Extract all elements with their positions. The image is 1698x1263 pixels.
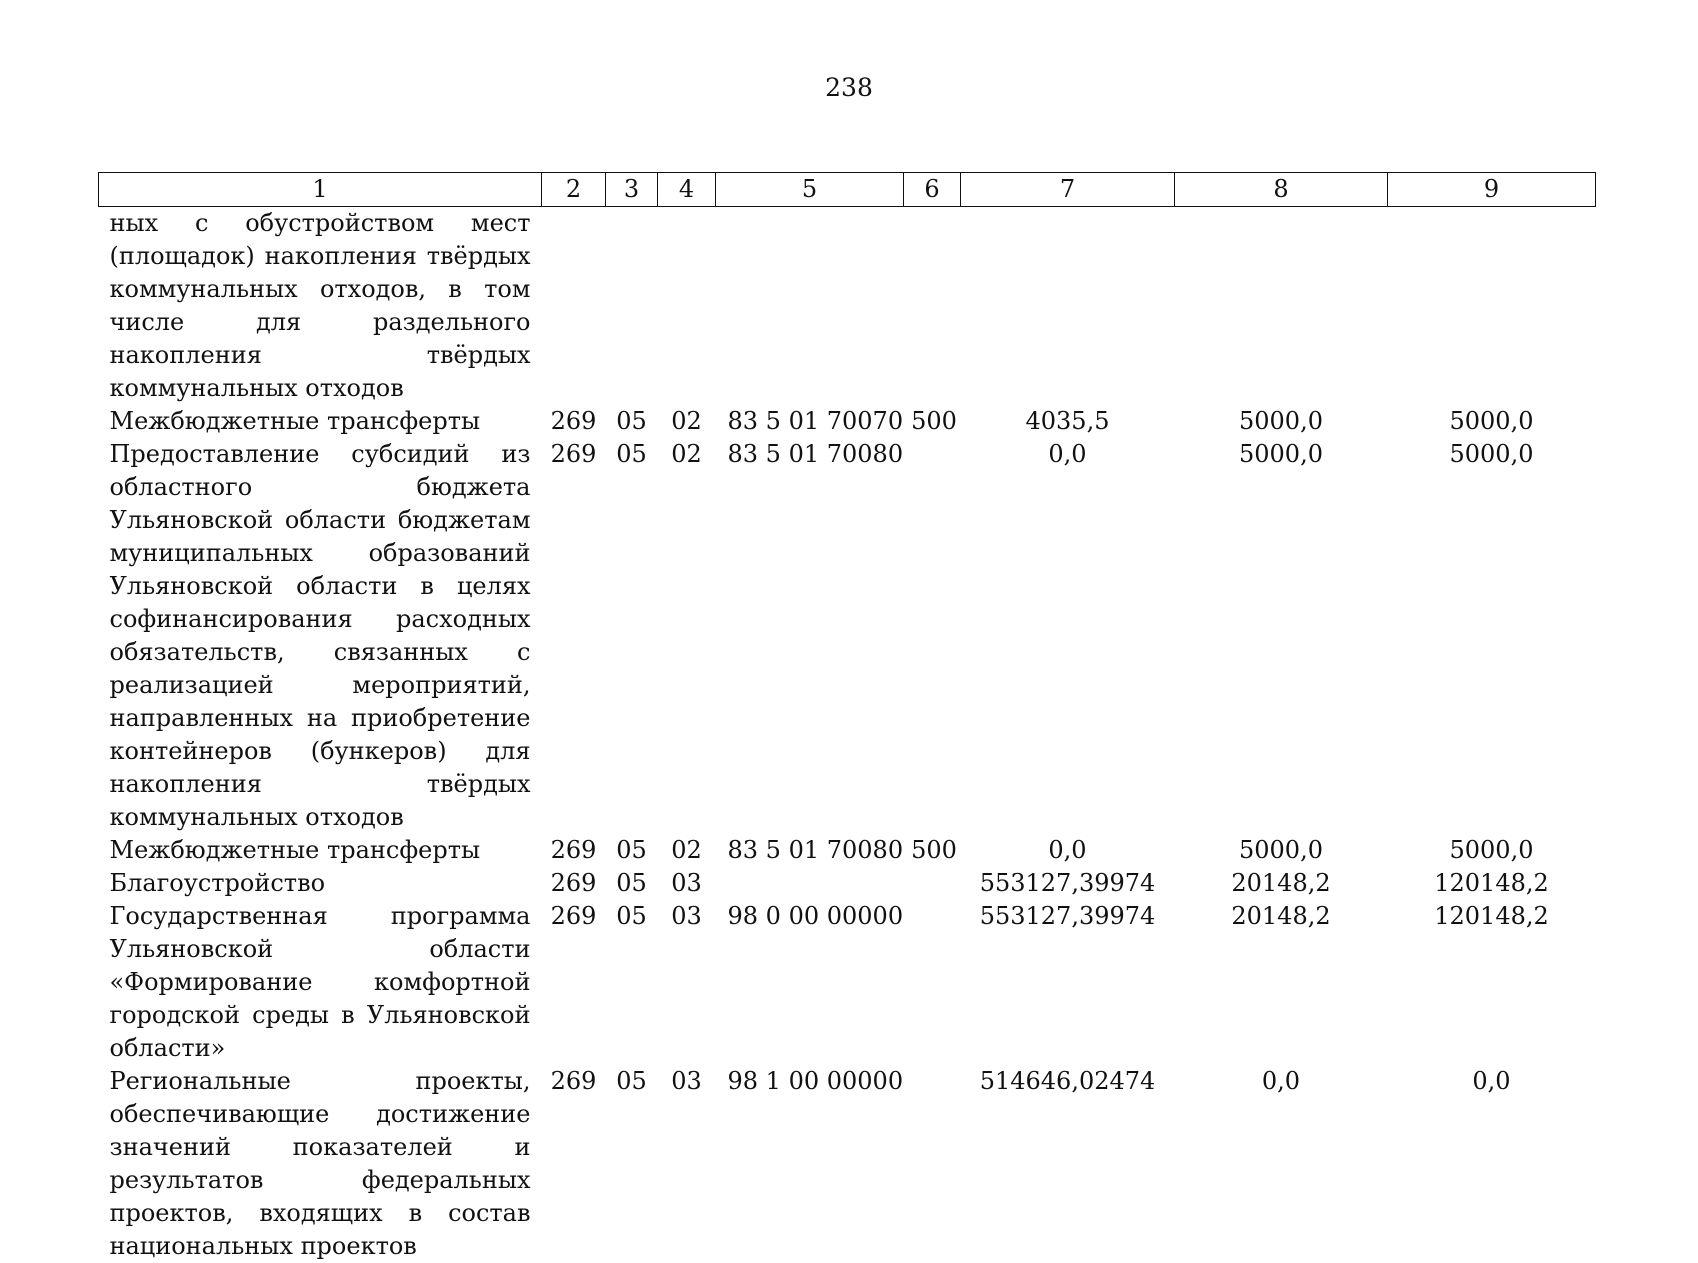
table-row [99, 867, 1596, 900]
row-subsection: 02 [658, 405, 716, 438]
row-section: 05 [606, 867, 658, 900]
row-grbs: 269 [542, 438, 606, 834]
row-grbs: 269 [542, 900, 606, 1065]
header-cell: 5 [716, 173, 904, 207]
row-subsection: 03 [658, 867, 716, 900]
row-section: 05 [606, 438, 658, 834]
row-value-8: 5000,0 [1175, 834, 1388, 867]
row-target-article: 83 5 01 70070 [716, 405, 904, 438]
row-name: Межбюджетные трансферты [99, 834, 542, 867]
row-name: Государственная программа Ульяновской области «Формирование комфортной городской среды в Ульяновской области» [99, 900, 542, 1065]
row-value-8: 5000,0 [1175, 438, 1388, 834]
row-value-8: 5000,0 [1175, 405, 1388, 438]
row-expense-type [904, 438, 961, 834]
row-target-article: 98 1 00 00000 [716, 1065, 904, 1263]
header-cell: 9 [1388, 173, 1596, 207]
table-header [99, 173, 1596, 207]
table-row [99, 834, 1596, 867]
row-value-9 [1388, 207, 1596, 406]
row-section [606, 207, 658, 406]
row-value-7: 0,0 [961, 438, 1175, 834]
budget-table [98, 172, 1596, 1263]
row-value-8: 20148,2 [1175, 867, 1388, 900]
row-expense-type [904, 207, 961, 406]
row-target-article: 98 0 00 00000 [716, 900, 904, 1065]
table-row [99, 207, 1596, 406]
table-row [99, 900, 1596, 1065]
row-value-8 [1175, 207, 1388, 406]
row-subsection: 03 [658, 1065, 716, 1263]
table-row [99, 405, 1596, 438]
header-row [99, 173, 1596, 207]
budget-table-wrapper [98, 172, 1596, 1263]
row-section: 05 [606, 834, 658, 867]
row-section: 05 [606, 1065, 658, 1263]
row-value-7: 0,0 [961, 834, 1175, 867]
row-expense-type [904, 867, 961, 900]
row-expense-type [904, 1065, 961, 1263]
row-name: Межбюджетные трансферты [99, 405, 542, 438]
row-value-7: 553127,39974 [961, 867, 1175, 900]
table-row [99, 438, 1596, 834]
header-cell: 7 [961, 173, 1175, 207]
row-name: Благоустройство [99, 867, 542, 900]
row-value-9: 120148,2 [1388, 900, 1596, 1065]
row-value-8: 20148,2 [1175, 900, 1388, 1065]
header-cell: 2 [542, 173, 606, 207]
row-target-article [716, 867, 904, 900]
row-target-article [716, 207, 904, 406]
row-value-9: 5000,0 [1388, 438, 1596, 834]
row-grbs [542, 207, 606, 406]
row-value-7 [961, 207, 1175, 406]
row-expense-type [904, 900, 961, 1065]
header-cell: 4 [658, 173, 716, 207]
row-value-9: 5000,0 [1388, 834, 1596, 867]
row-target-article: 83 5 01 70080 [716, 834, 904, 867]
row-name: Предоставление субсидий из областного бюджета Ульяновской области бюджетам муниципальных образований Ульяновской области в целях софинансирования расходных обязательств, связанных с реализацией мероприятий, направленных на приобретение контейнеров (бункеров) для накопления твёрдых коммунальных отходов [99, 438, 542, 834]
row-expense-type: 500 [904, 834, 961, 867]
row-name: ных с обустройством мест (площадок) накопления твёрдых коммунальных отходов, в том числе для раздельного накопления твёрдых коммунальных отходов [99, 207, 542, 406]
header-cell: 3 [606, 173, 658, 207]
row-subsection: 02 [658, 834, 716, 867]
row-value-7: 514646,02474 [961, 1065, 1175, 1263]
row-value-9: 0,0 [1388, 1065, 1596, 1263]
row-grbs: 269 [542, 834, 606, 867]
row-name: Региональные проекты, обеспечивающие достижение значений показателей и результатов федеральных проектов, входящих в состав национальных проектов [99, 1065, 542, 1263]
row-section: 05 [606, 405, 658, 438]
row-value-7: 4035,5 [961, 405, 1175, 438]
header-cell: 1 [99, 173, 542, 207]
row-value-9: 120148,2 [1388, 867, 1596, 900]
row-expense-type: 500 [904, 405, 961, 438]
row-grbs: 269 [542, 867, 606, 900]
row-subsection: 03 [658, 900, 716, 1065]
row-value-8: 0,0 [1175, 1065, 1388, 1263]
page-number: 238 [0, 73, 1698, 103]
row-section: 05 [606, 900, 658, 1065]
row-grbs: 269 [542, 405, 606, 438]
table-body [99, 207, 1596, 1263]
table-row [99, 1065, 1596, 1263]
header-cell: 6 [904, 173, 961, 207]
row-value-7: 553127,39974 [961, 900, 1175, 1065]
row-target-article: 83 5 01 70080 [716, 438, 904, 834]
row-value-9: 5000,0 [1388, 405, 1596, 438]
row-grbs: 269 [542, 1065, 606, 1263]
header-cell: 8 [1175, 173, 1388, 207]
row-subsection [658, 207, 716, 406]
row-subsection: 02 [658, 438, 716, 834]
